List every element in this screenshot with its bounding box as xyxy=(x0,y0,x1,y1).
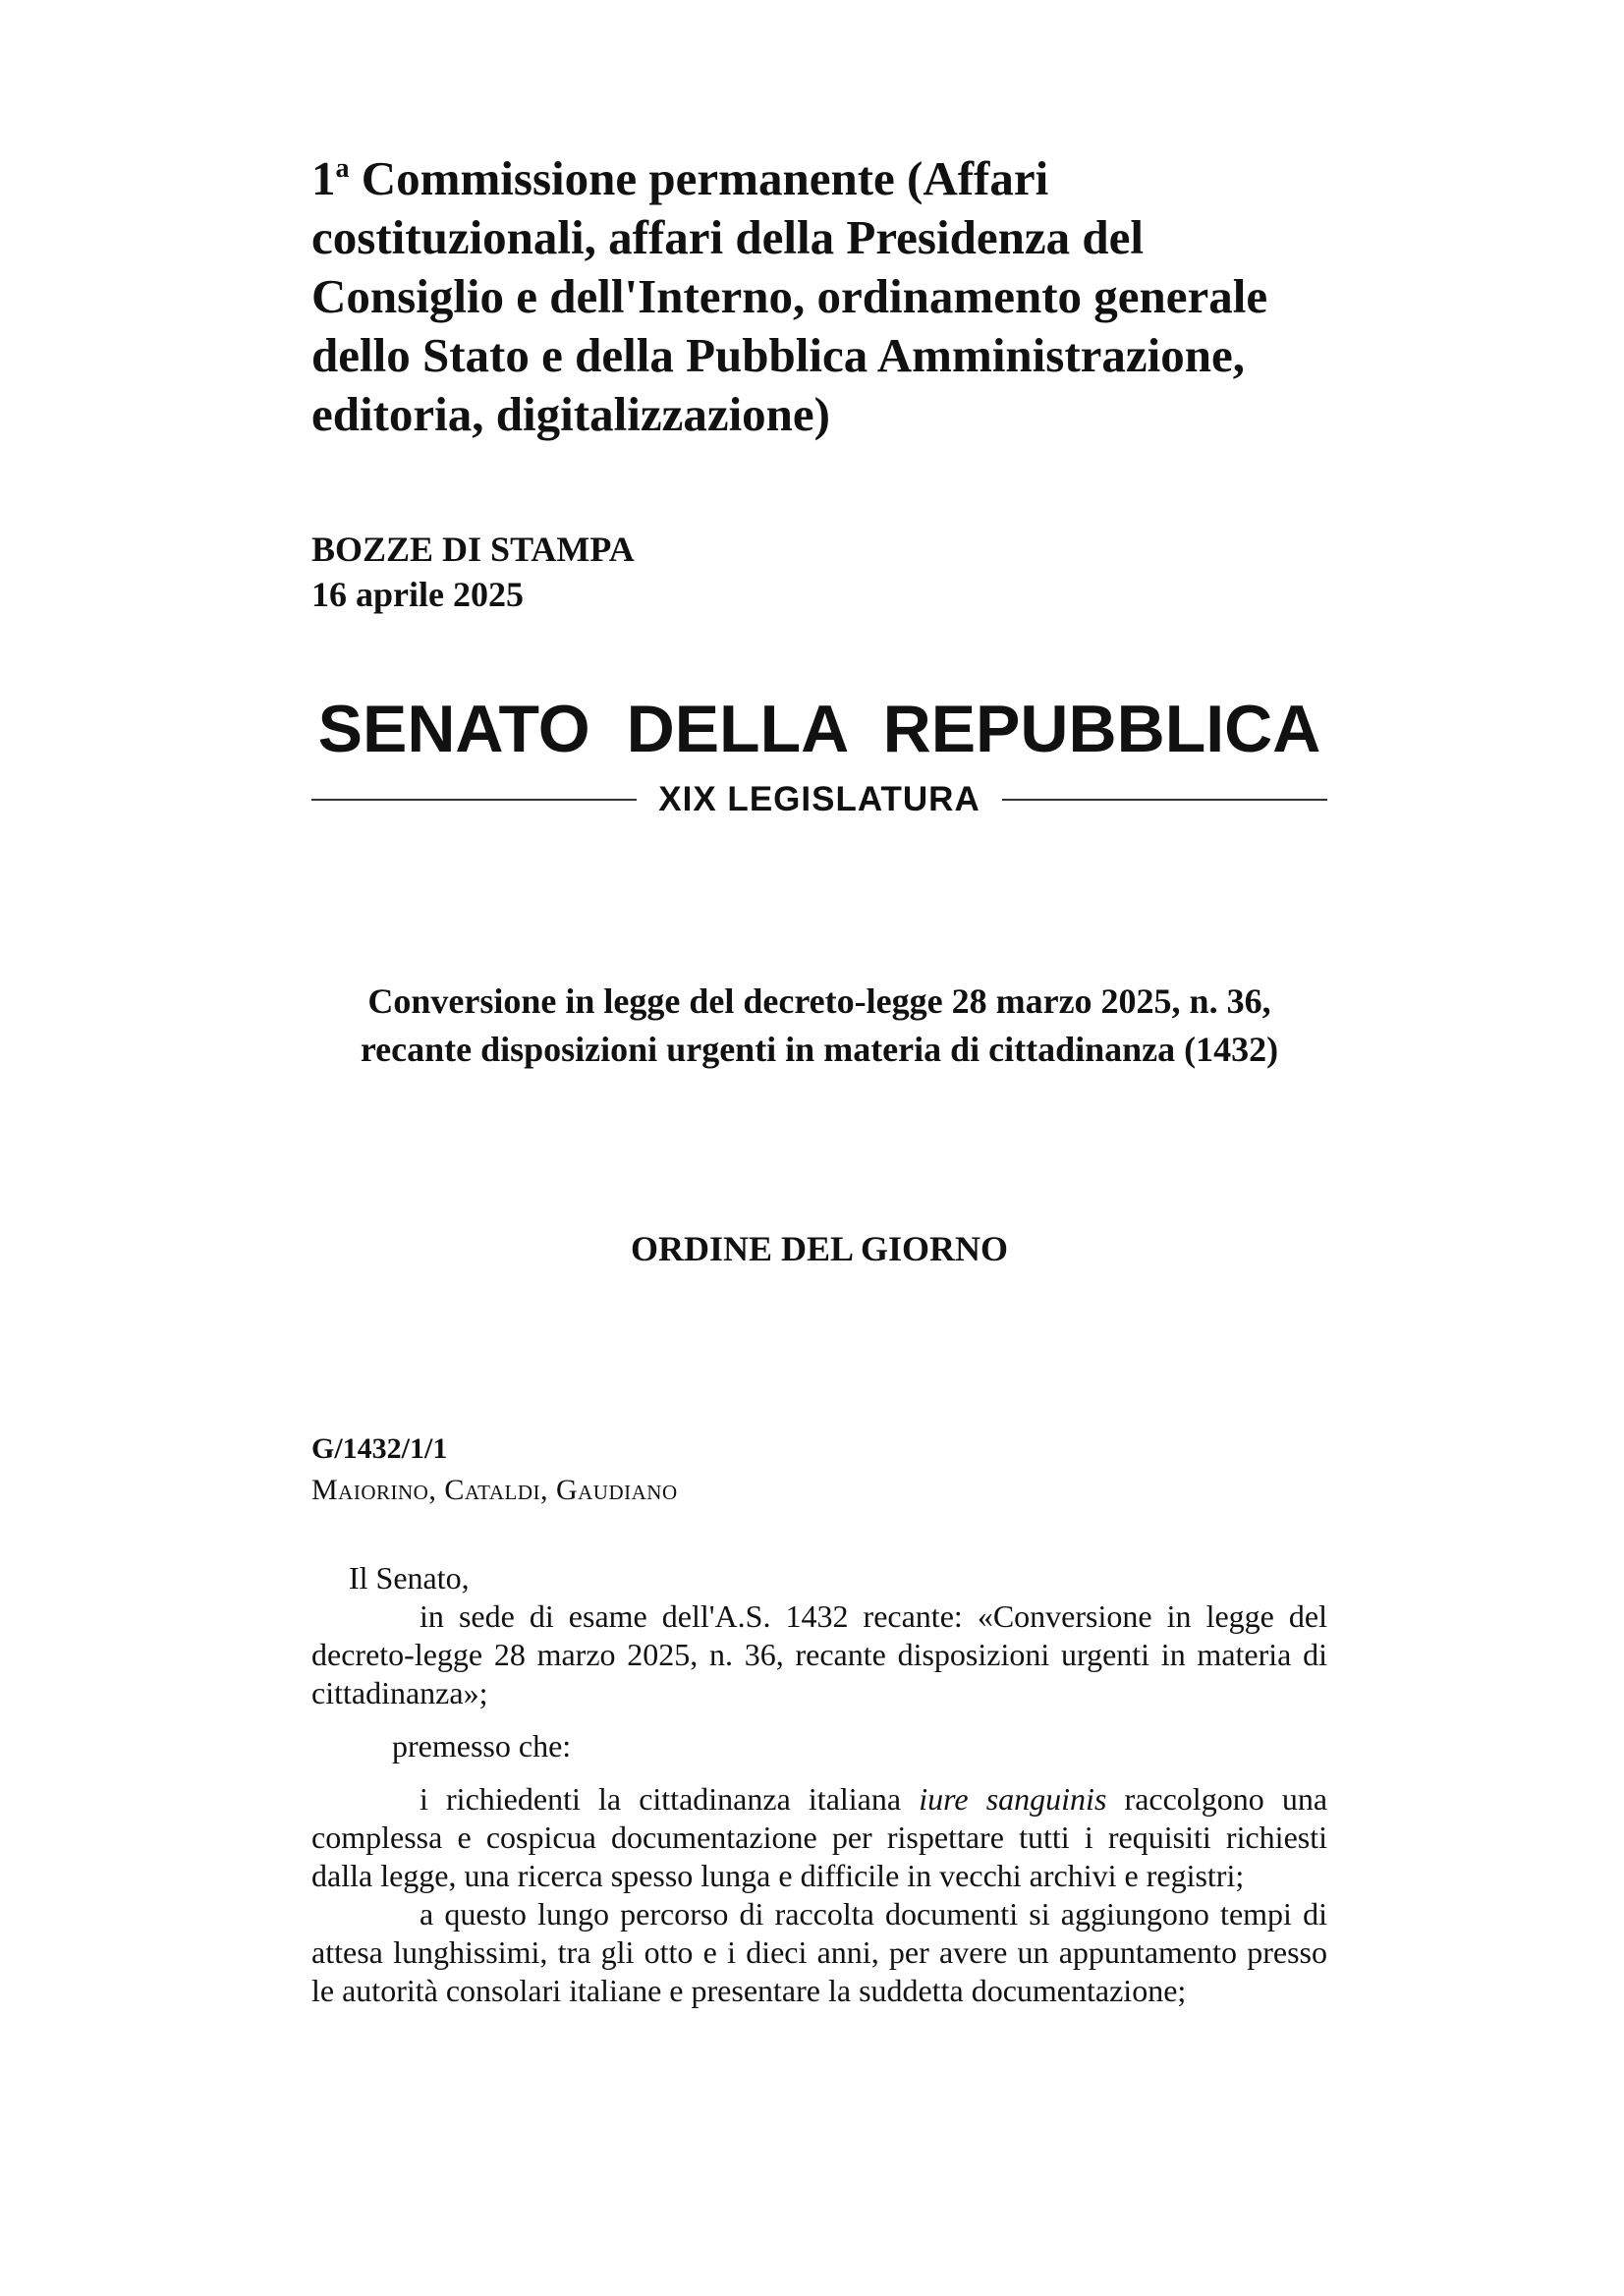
order-id: G/1432/1/1 xyxy=(311,1432,448,1465)
examination-paragraph: in sede di esame dell'A.S. 1432 recante: «Conversione in legge del decreto-legge 28 marzo 2025, n. 36, recante disposizioni urgenti in materia di cittadinanza»; xyxy=(311,1598,1327,1710)
draft-info xyxy=(311,527,635,617)
para1-text-start: i richiedenti la cittadinanza italiana xyxy=(420,1781,920,1817)
legislature-banner xyxy=(311,778,1327,821)
legislature-label: XIX LEGISLATURA xyxy=(658,780,980,818)
premise-paragraph-1 xyxy=(311,1780,1327,1895)
left-divider xyxy=(311,799,637,801)
institution-name: SENATO DELLA REPUBBLICA xyxy=(317,692,1321,766)
section-heading: ORDINE DEL GIORNO xyxy=(630,1229,1009,1268)
opening-line: Il Senato, xyxy=(349,1560,470,1596)
bill-title-line-2: recante disposizioni urgenti in materia di cittadinanza (1432) xyxy=(360,1030,1279,1069)
bill-title xyxy=(311,978,1327,1074)
bill-title-line-1: Conversione in legge del decreto-legge 28 marzo 2025, n. 36, xyxy=(367,981,1271,1021)
right-divider xyxy=(1002,799,1327,801)
para1-text-end: raccolgono una complessa e cospicua documentazione per rispettare tutti i requisiti richiesti dalla legge, una ricerca spesso lunga e difficile in vecchi archivi e registri; xyxy=(311,1781,1328,1893)
commission-heading xyxy=(311,149,1343,444)
order-body xyxy=(311,1559,1327,2010)
order-authors: Maiorino, Cataldi, Gaudiano xyxy=(311,1474,678,1506)
commission-title: Commissione permanente (Affari costituzionali, affari della Presidenza del Consiglio e dell'Interno, ordinamento generale dello Stato e della Pubblica Amministrazione, editoria, digitalizzazione) xyxy=(311,151,1268,441)
commission-number: 1 xyxy=(311,151,336,205)
premise-paragraph-2: a questo lungo percorso di raccolta documenti si aggiungono tempi di attesa lunghissimi, tra gli otto e i dieci anni, per avere un appuntamento presso le autorità consolari italiane e presentare la suddetta documentazione; xyxy=(311,1896,1327,2008)
premise-label: premesso che: xyxy=(392,1728,572,1764)
para1-italic-term: iure sanguinis xyxy=(919,1781,1107,1817)
draft-date: 16 aprile 2025 xyxy=(311,575,524,614)
commission-ordinal: a xyxy=(335,153,350,184)
draft-label: BOZZE DI STAMPA xyxy=(311,530,635,569)
